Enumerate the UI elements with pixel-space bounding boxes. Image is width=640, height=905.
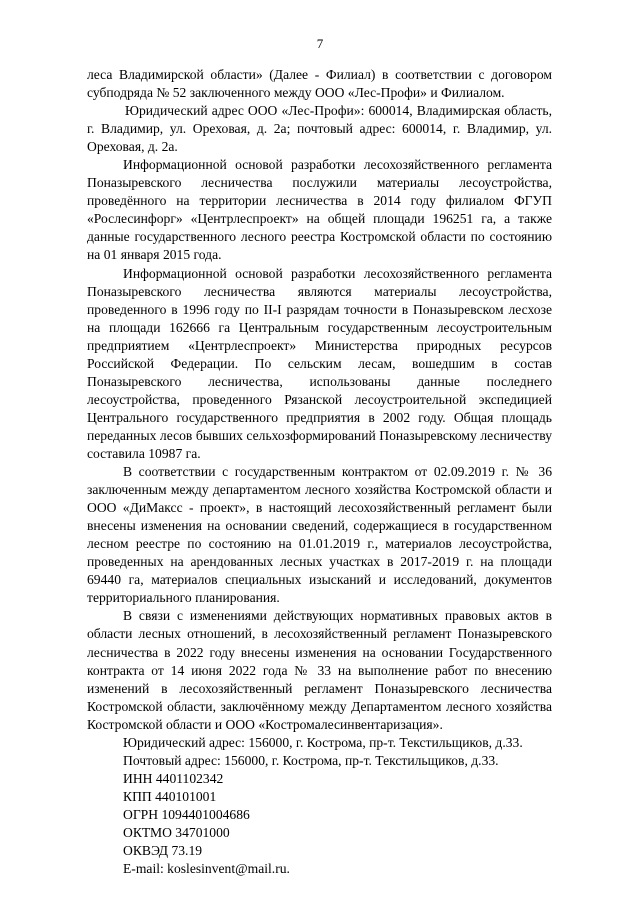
oktmo: ОКТМО 34701000 [123, 824, 230, 840]
postal-address: Почтовый адрес: 156000, г. Кострома, пр-т. Текстильщиков, д.33. [123, 752, 499, 768]
paragraph-info-basis-2014: Информационной основой разработки лесохозяйственного регламента Поназыревского лесничества послужили материалы лесоустройства, проведённого на территории лесничества в 2014 году филиалом ФГУП «Рослесинфорг» «Центрлеспроект» на общей площади 196251 га, а также данные государственного лесного реестра Костромской области по состоянию на 01 января 2015 года. [87, 157, 552, 263]
inn: ИНН 4401102342 [123, 770, 224, 786]
ogrn: ОГРН 1094401004686 [123, 806, 250, 822]
email: E-mail: koslesinvent@mail.ru. [123, 861, 290, 877]
paragraph-continuation: леса Владимирской области» (Далее - Филиал) в соответствии с договором субподряда № 52 заключенного между ООО «Лес-Профи» и Филиалом. [87, 67, 552, 101]
paragraph-contract-2019: В соответствии с государственным контрактом от 02.09.2019 г. № 36 заключенным между департаментом лесного хозяйства Костромской области и ООО «ДиМаксс - проект», в настоящий лесохозяйственный регламент были внесены изменения на основании сведений, содержащиеся в государственном лесном реестре по состоянию на 01.01.2019 г., материалов лесоустройства, проведенных на арендованных лесных участках в 2017-2019 г. на площади 69440 га, материалов специальных изысканий и исследований, документов территориального планирования. [87, 464, 552, 606]
legal-address: Юридический адрес: 156000, г. Кострома, пр-т. Текстильщиков, д.33. [123, 734, 523, 750]
document-body [87, 66, 552, 878]
paragraph-changes-2022: В связи с изменениями действующих нормативных правовых актов в области лесных отношений, в лесохозяйственный регламент Поназыревского лесничества в 2022 году внесены изменения на основании Государственного контракта от 14 июня 2022 года № 33 на выполнение работ по внесению изменений в лесохозяйственный регламент Поназыревского лесничества Костромской области, заключённому между Департаментом лесного хозяйства Костромской области и ООО «Костромалесинвентаризация». [87, 608, 552, 732]
page-number: 7 [316, 36, 324, 51]
paragraph-les-profi-address: Юридический адрес ООО «Лес-Профи»: 600014, Владимирская область, г. Владимир, ул. Ореховая, д. 2а; почтовый адрес: 600014, г. Владимир, ул. Ореховая, д. 2а. [87, 103, 552, 155]
kpp: КПП 440101001 [123, 788, 217, 804]
okved: ОКВЭД 73.19 [123, 843, 203, 859]
contact-details [87, 734, 552, 878]
paragraph-info-basis-1996: Информационной основой разработки лесохозяйственного регламента Поназыревского лесничества являются материалы лесоустройства, проведенного в 1996 году по II-I разрядам точности в Поназыревском лесхозе на площади 162666 га Центральным государственным лесоустроительным предприятием «Центрлеспроект» Министерства природных ресурсов Российской Федерации. По сельским лесам, вошедшим в состав Поназыревского лесничества, использованы данные последнего лесоустройства, проведенного Рязанской лесоустроительной экспедицией Центрального государственного предприятия в 2002 году. Общая площадь переданных лесов бывших сельхозформирований Поназыревскому лесничеству составила 10987 га. [87, 265, 552, 461]
